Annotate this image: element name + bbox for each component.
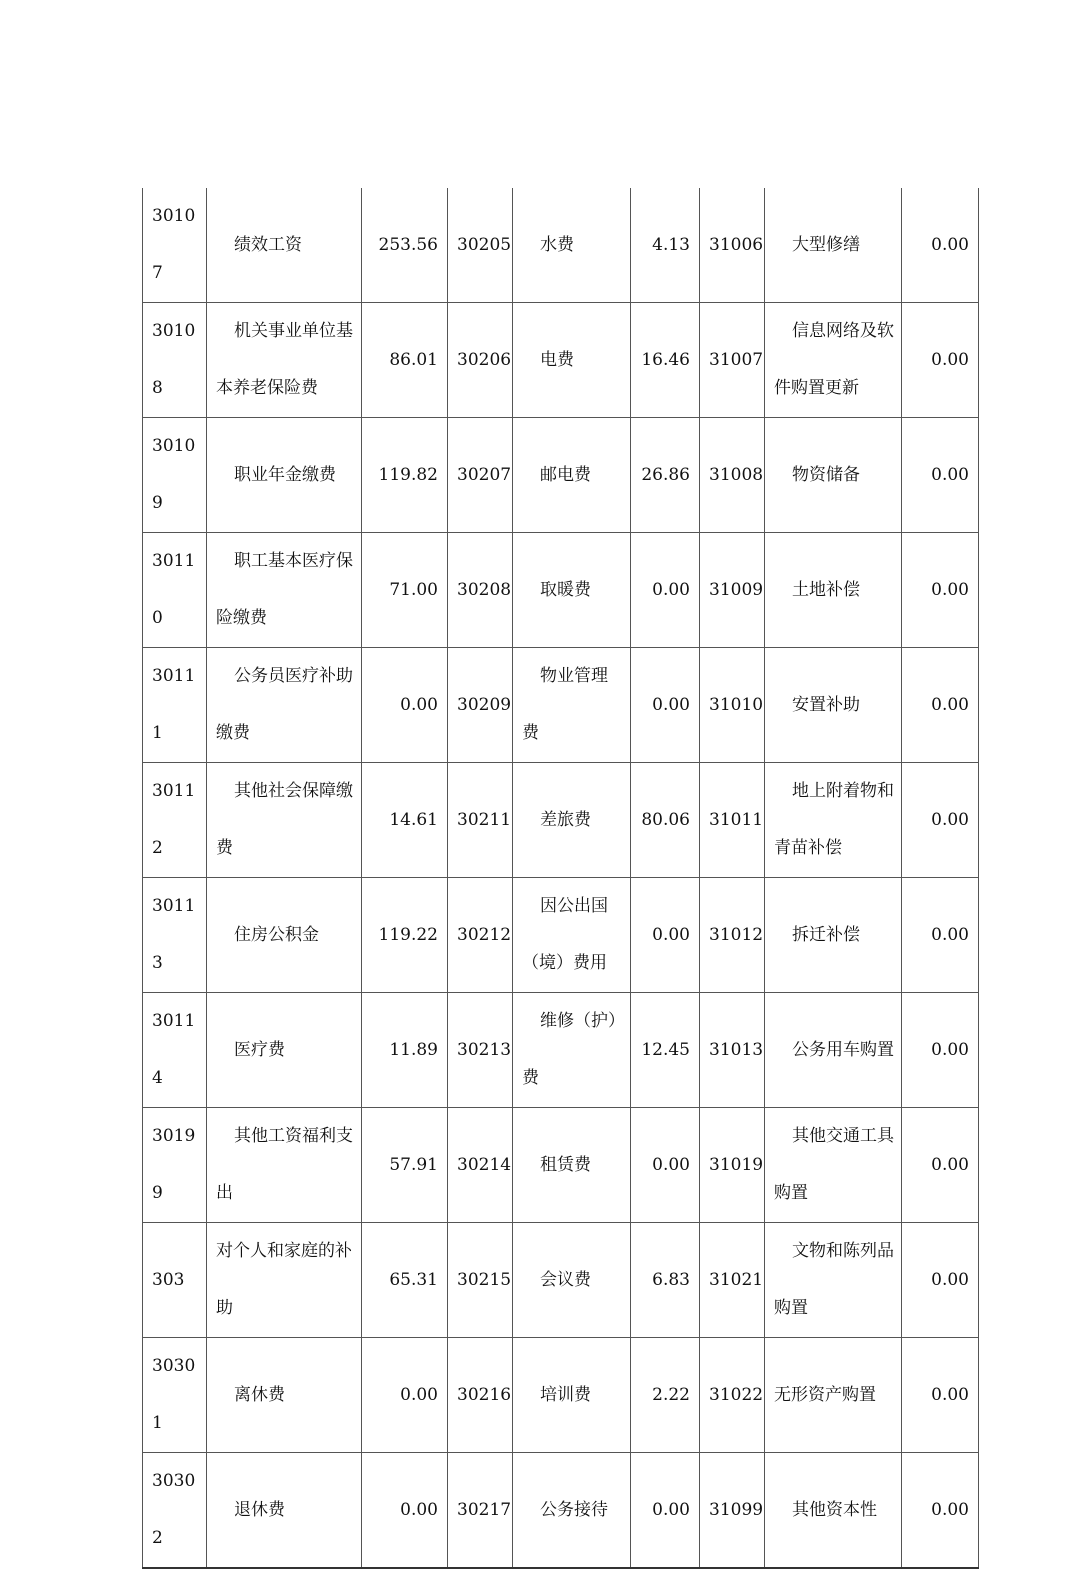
item-name-cell: 对个人和家庭的补助 — [207, 1223, 362, 1338]
code-cell: 30205 — [448, 188, 513, 303]
item-name-cell: 邮电费 — [513, 418, 631, 533]
amount-cell: 11.89 — [362, 993, 448, 1108]
code-cell: 30211 — [448, 763, 513, 878]
amount-cell: 119.82 — [362, 418, 448, 533]
amount-cell: 12.45 — [631, 993, 700, 1108]
amount-cell: 0.00 — [631, 648, 700, 763]
code-cell: 31021 — [700, 1223, 765, 1338]
code-cell: 31009 — [700, 533, 765, 648]
amount-cell: 0.00 — [902, 1108, 979, 1223]
amount-cell: 65.31 — [362, 1223, 448, 1338]
item-name-cell: 水费 — [513, 188, 631, 303]
item-name-cell: 安置补助 — [765, 648, 902, 763]
item-name-cell: 拆迁补偿 — [765, 878, 902, 993]
amount-cell: 71.00 — [362, 533, 448, 648]
item-name-cell: 职工基本医疗保险缴费 — [207, 533, 362, 648]
amount-cell: 0.00 — [631, 878, 700, 993]
amount-cell: 0.00 — [902, 188, 979, 303]
amount-cell: 0.00 — [902, 418, 979, 533]
item-name-cell: 维修（护）费 — [513, 993, 631, 1108]
item-name-cell: 退休费 — [207, 1453, 362, 1569]
amount-cell: 0.00 — [362, 648, 448, 763]
item-name-cell: 其他资本性 — [765, 1453, 902, 1569]
code-cell: 30212 — [448, 878, 513, 993]
item-name-cell: 职业年金缴费 — [207, 418, 362, 533]
code-cell: 30215 — [448, 1223, 513, 1338]
item-name-cell: 物业管理费 — [513, 648, 631, 763]
table-row — [143, 1223, 979, 1338]
amount-cell: 0.00 — [902, 648, 979, 763]
code-cell: 31099 — [700, 1453, 765, 1569]
item-name-cell: 离休费 — [207, 1338, 362, 1453]
amount-cell: 0.00 — [902, 533, 979, 648]
item-name-cell: 取暖费 — [513, 533, 631, 648]
amount-cell: 0.00 — [631, 1108, 700, 1223]
amount-cell: 0.00 — [631, 1453, 700, 1569]
item-name-cell: 租赁费 — [513, 1108, 631, 1223]
table-row — [143, 1453, 979, 1569]
table-row — [143, 993, 979, 1108]
code-cell: 30109 — [143, 418, 207, 533]
table-row — [143, 1108, 979, 1223]
amount-cell: 57.91 — [362, 1108, 448, 1223]
item-name-cell: 电费 — [513, 303, 631, 418]
code-cell: 30206 — [448, 303, 513, 418]
item-name-cell: 公务接待 — [513, 1453, 631, 1569]
code-cell: 31010 — [700, 648, 765, 763]
amount-cell: 80.06 — [631, 763, 700, 878]
code-cell: 31008 — [700, 418, 765, 533]
amount-cell: 26.86 — [631, 418, 700, 533]
table-row — [143, 648, 979, 763]
item-name-cell: 医疗费 — [207, 993, 362, 1108]
code-cell: 30207 — [448, 418, 513, 533]
item-name-cell: 培训费 — [513, 1338, 631, 1453]
code-cell: 31007 — [700, 303, 765, 418]
code-cell: 30199 — [143, 1108, 207, 1223]
code-cell: 30302 — [143, 1453, 207, 1569]
table-row — [143, 418, 979, 533]
amount-cell: 0.00 — [902, 993, 979, 1108]
table-row — [143, 763, 979, 878]
item-name-cell: 绩效工资 — [207, 188, 362, 303]
table-row — [143, 878, 979, 993]
amount-cell: 0.00 — [902, 303, 979, 418]
amount-cell: 119.22 — [362, 878, 448, 993]
item-name-cell: 住房公积金 — [207, 878, 362, 993]
amount-cell: 86.01 — [362, 303, 448, 418]
code-cell: 30216 — [448, 1338, 513, 1453]
code-cell: 30110 — [143, 533, 207, 648]
code-cell: 31022 — [700, 1338, 765, 1453]
amount-cell: 2.22 — [631, 1338, 700, 1453]
amount-cell: 14.61 — [362, 763, 448, 878]
item-name-cell: 土地补偿 — [765, 533, 902, 648]
item-name-cell: 其他交通工具购置 — [765, 1108, 902, 1223]
amount-cell: 253.56 — [362, 188, 448, 303]
amount-cell: 16.46 — [631, 303, 700, 418]
code-cell: 30112 — [143, 763, 207, 878]
code-cell: 30209 — [448, 648, 513, 763]
item-name-cell: 机关事业单位基本养老保险费 — [207, 303, 362, 418]
item-name-cell: 信息网络及软件购置更新 — [765, 303, 902, 418]
amount-cell: 0.00 — [902, 1453, 979, 1569]
item-name-cell: 公务员医疗补助缴费 — [207, 648, 362, 763]
item-name-cell: 无形资产购置 — [765, 1338, 902, 1453]
code-cell: 30301 — [143, 1338, 207, 1453]
amount-cell: 6.83 — [631, 1223, 700, 1338]
code-cell: 30107 — [143, 188, 207, 303]
table-row — [143, 1338, 979, 1453]
code-cell: 303 — [143, 1223, 207, 1338]
amount-cell: 4.13 — [631, 188, 700, 303]
table-row — [143, 533, 979, 648]
amount-cell: 0.00 — [902, 763, 979, 878]
budget-expenditure-table — [142, 188, 979, 1569]
amount-cell: 0.00 — [902, 878, 979, 993]
item-name-cell: 大型修缮 — [765, 188, 902, 303]
table-row — [143, 188, 979, 303]
item-name-cell: 差旅费 — [513, 763, 631, 878]
item-name-cell: 其他社会保障缴费 — [207, 763, 362, 878]
item-name-cell: 物资储备 — [765, 418, 902, 533]
code-cell: 31013 — [700, 993, 765, 1108]
code-cell: 31019 — [700, 1108, 765, 1223]
code-cell: 30108 — [143, 303, 207, 418]
amount-cell: 0.00 — [362, 1338, 448, 1453]
amount-cell: 0.00 — [362, 1453, 448, 1569]
table-row — [143, 303, 979, 418]
item-name-cell: 地上附着物和青苗补偿 — [765, 763, 902, 878]
amount-cell: 0.00 — [902, 1223, 979, 1338]
code-cell: 30113 — [143, 878, 207, 993]
code-cell: 31011 — [700, 763, 765, 878]
code-cell: 31006 — [700, 188, 765, 303]
code-cell: 30217 — [448, 1453, 513, 1569]
item-name-cell: 公务用车购置 — [765, 993, 902, 1108]
code-cell: 30208 — [448, 533, 513, 648]
item-name-cell: 文物和陈列品购置 — [765, 1223, 902, 1338]
code-cell: 30114 — [143, 993, 207, 1108]
code-cell: 30213 — [448, 993, 513, 1108]
item-name-cell: 会议费 — [513, 1223, 631, 1338]
code-cell: 30214 — [448, 1108, 513, 1223]
code-cell: 30111 — [143, 648, 207, 763]
item-name-cell: 因公出国（境）费用 — [513, 878, 631, 993]
amount-cell: 0.00 — [631, 533, 700, 648]
item-name-cell: 其他工资福利支出 — [207, 1108, 362, 1223]
amount-cell: 0.00 — [902, 1338, 979, 1453]
code-cell: 31012 — [700, 878, 765, 993]
